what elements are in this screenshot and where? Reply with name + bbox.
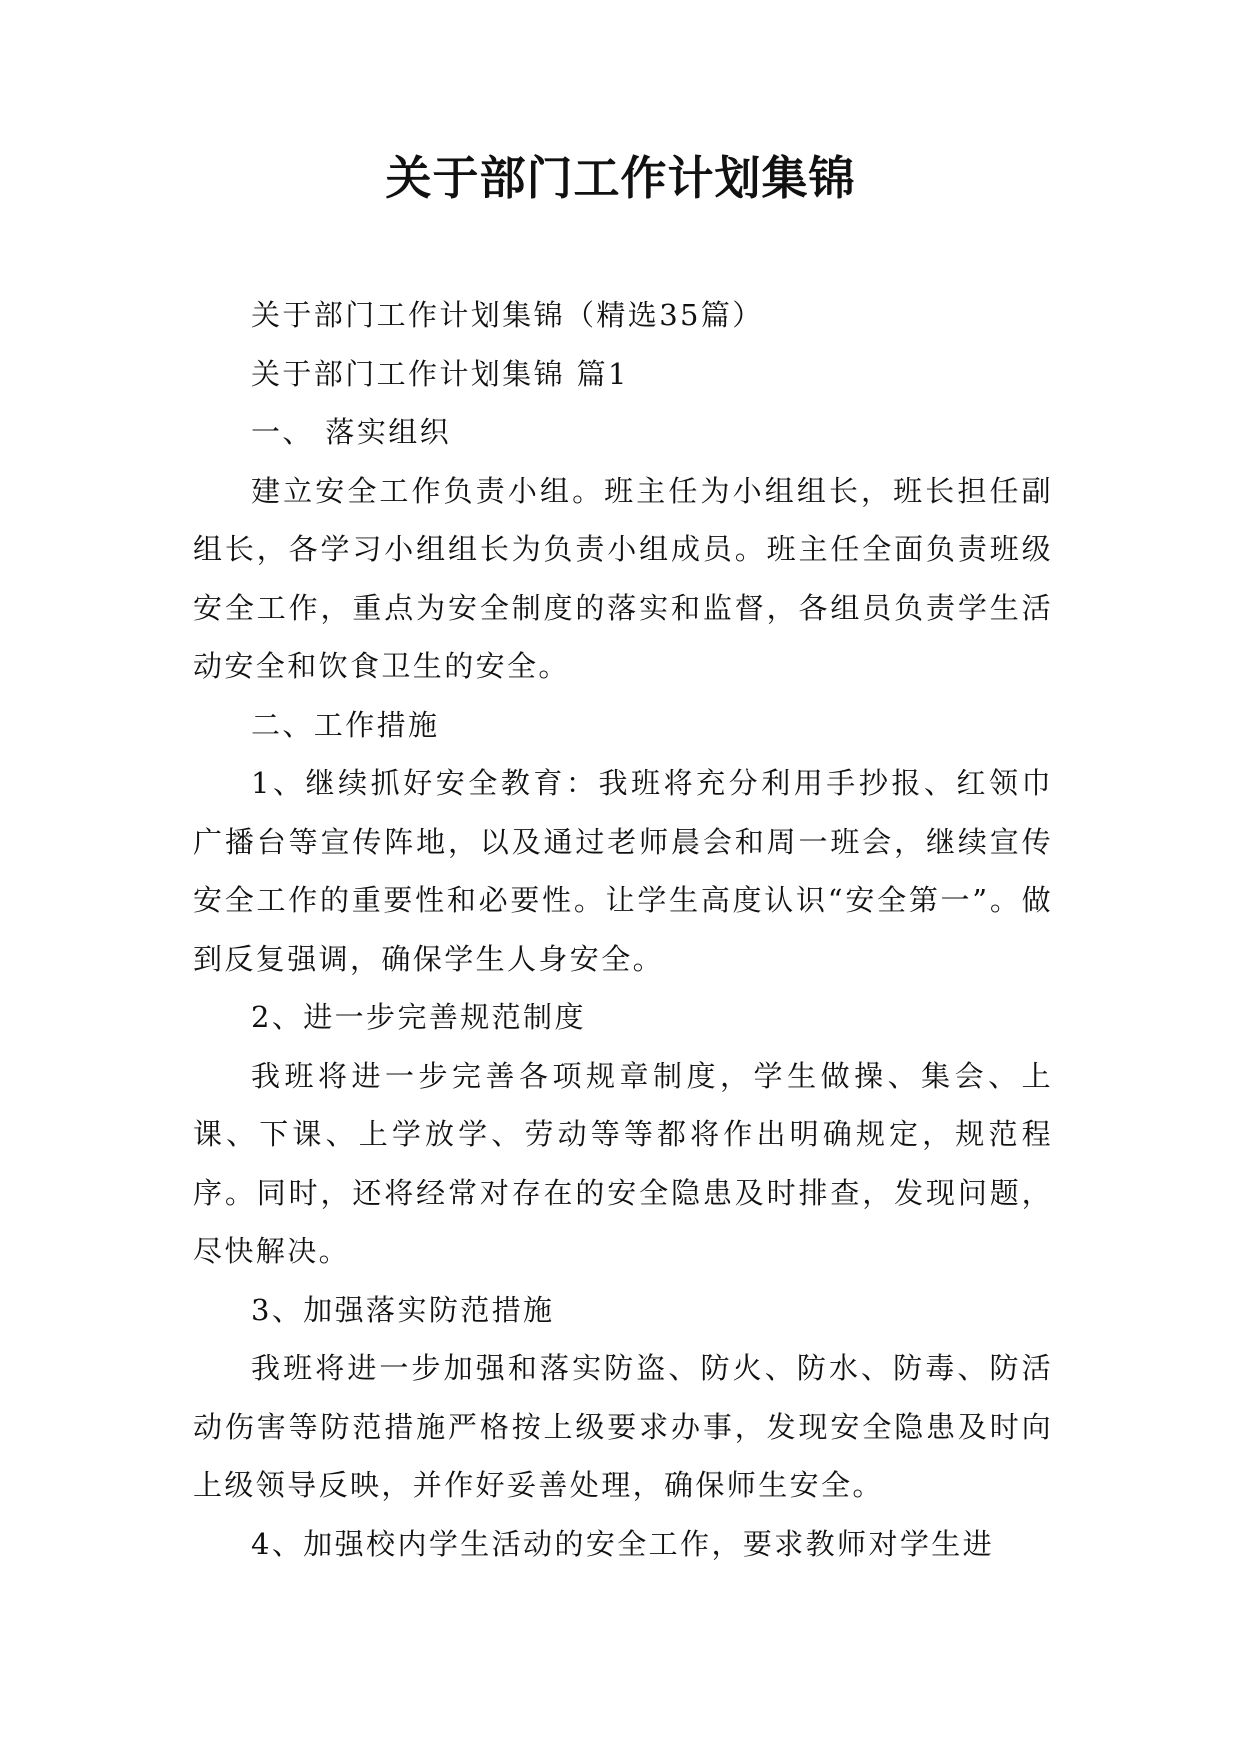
subtitle-paragraph: 关于部门工作计划集锦（精选35篇） [251, 298, 764, 332]
section-heading: 3、加强落实防范措施 [251, 1292, 555, 1327]
section-heading: 二、工作措施 [251, 707, 440, 742]
section-heading: 关于部门工作计划集锦 篇1 [251, 356, 629, 391]
body-paragraph: 我班将进一步完善各项规章制度，学生做操、集会、上课、下课、上学放学、劳动等等都将作出明确规定，规范程序。同时，还将经常对存在的安全隐患及时排查，发现问题，尽快解决。 [193, 1058, 1053, 1268]
body-paragraph: 4、加强校内学生活动的安全工作，要求教师对学生进 [251, 1526, 995, 1561]
section-heading: 一、 落实组织 [251, 415, 452, 449]
section-heading: 2、进一步完善规范制度 [251, 1000, 586, 1034]
body-paragraph: 我班将进一步加强和落实防盗、防火、防水、防毒、防活动伤害等防范措施严格按上级要求办事，发现安全隐患及时向上级领导反映，并作好妥善处理，确保师生安全。 [193, 1351, 1053, 1502]
body-paragraph: 1、继续抓好安全教育：我班将充分利用手抄报、红领巾广播台等宣传阵地，以及通过老师晨会和周一班会，继续宣传安全工作的重要性和必要性。让学生高度认识“安全第一”。做到反复强调，确保学生人身安全。 [193, 766, 1053, 976]
body-paragraph: 建立安全工作负责小组。班主任为小组组长，班长担任副组长，各学习小组组长为负责小组成员。班主任全面负责班级安全工作，重点为安全制度的落实和监督，各组员负责学生活动安全和饮食卫生的安全。 [193, 473, 1053, 683]
document-body [193, 286, 1053, 1573]
document-title: 关于部门工作计划集锦 [385, 151, 856, 205]
